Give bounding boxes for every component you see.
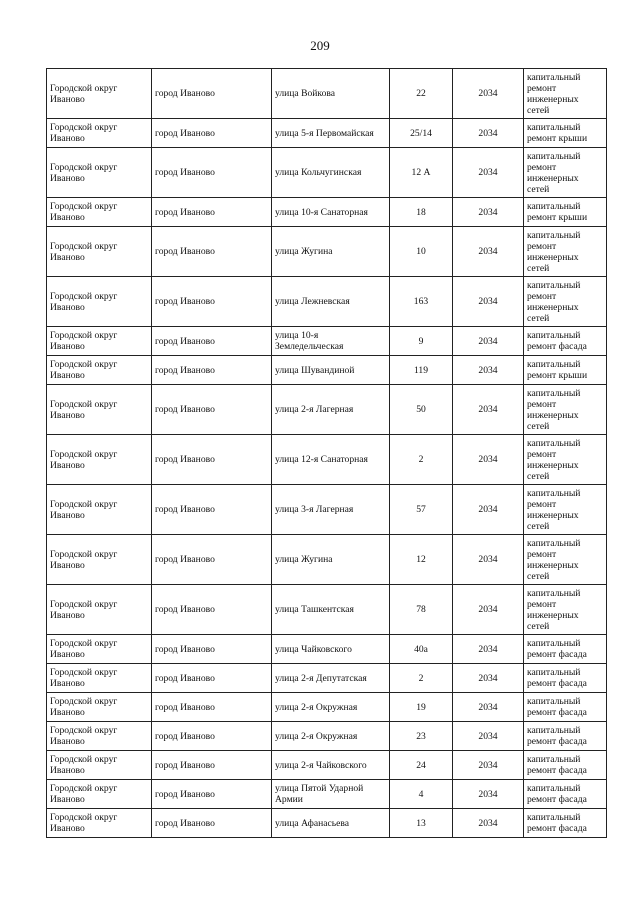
house-number-cell: 12 <box>390 535 453 585</box>
house-number-cell: 24 <box>390 751 453 780</box>
house-number-cell: 50 <box>390 385 453 435</box>
work-type-cell: капитальный ремонт крыши <box>524 198 607 227</box>
table-row <box>47 119 607 148</box>
year-cell: 2034 <box>453 385 524 435</box>
work-type-cell: капитальный ремонт фасада <box>524 664 607 693</box>
city-cell: город Иваново <box>152 148 272 198</box>
district-cell: Городской округ Иваново <box>47 751 152 780</box>
table-row <box>47 780 607 809</box>
work-type-cell: капитальный ремонт инженерных сетей <box>524 585 607 635</box>
year-cell: 2034 <box>453 69 524 119</box>
table-row <box>47 722 607 751</box>
table-row <box>47 356 607 385</box>
work-type-cell: капитальный ремонт фасада <box>524 327 607 356</box>
district-cell: Городской округ Иваново <box>47 693 152 722</box>
house-number-cell: 18 <box>390 198 453 227</box>
district-cell: Городской округ Иваново <box>47 809 152 838</box>
work-type-cell: капитальный ремонт фасада <box>524 780 607 809</box>
street-cell: улица Чайковского <box>272 635 390 664</box>
table-body <box>47 69 607 838</box>
work-type-cell: капитальный ремонт инженерных сетей <box>524 69 607 119</box>
work-type-cell: капитальный ремонт фасада <box>524 693 607 722</box>
district-cell: Городской округ Иваново <box>47 327 152 356</box>
street-cell: улица 10-я Земледельческая <box>272 327 390 356</box>
work-type-cell: капитальный ремонт инженерных сетей <box>524 435 607 485</box>
year-cell: 2034 <box>453 664 524 693</box>
district-cell: Городской округ Иваново <box>47 119 152 148</box>
city-cell: город Иваново <box>152 693 272 722</box>
work-type-cell: капитальный ремонт инженерных сетей <box>524 277 607 327</box>
table-row <box>47 148 607 198</box>
work-type-cell: капитальный ремонт инженерных сетей <box>524 227 607 277</box>
street-cell: улица 3-я Лагерная <box>272 485 390 535</box>
city-cell: город Иваново <box>152 385 272 435</box>
year-cell: 2034 <box>453 435 524 485</box>
city-cell: город Иваново <box>152 722 272 751</box>
work-type-cell: капитальный ремонт крыши <box>524 356 607 385</box>
year-cell: 2034 <box>453 227 524 277</box>
street-cell: улица Афанасьева <box>272 809 390 838</box>
house-number-cell: 2 <box>390 664 453 693</box>
table-row <box>47 385 607 435</box>
table-row <box>47 198 607 227</box>
work-type-cell: капитальный ремонт инженерных сетей <box>524 148 607 198</box>
district-cell: Городской округ Иваново <box>47 148 152 198</box>
city-cell: город Иваново <box>152 227 272 277</box>
house-number-cell: 13 <box>390 809 453 838</box>
district-cell: Городской округ Иваново <box>47 585 152 635</box>
year-cell: 2034 <box>453 751 524 780</box>
year-cell: 2034 <box>453 780 524 809</box>
work-type-cell: капитальный ремонт фасада <box>524 751 607 780</box>
district-cell: Городской округ Иваново <box>47 485 152 535</box>
table-row <box>47 635 607 664</box>
table-row <box>47 485 607 535</box>
year-cell: 2034 <box>453 693 524 722</box>
house-number-cell: 9 <box>390 327 453 356</box>
district-cell: Городской округ Иваново <box>47 635 152 664</box>
house-number-cell: 57 <box>390 485 453 535</box>
table-row <box>47 535 607 585</box>
page-number: 209 <box>310 38 330 53</box>
city-cell: город Иваново <box>152 69 272 119</box>
house-number-cell: 163 <box>390 277 453 327</box>
street-cell: улица 2-я Окружная <box>272 722 390 751</box>
house-number-cell: 12 А <box>390 148 453 198</box>
year-cell: 2034 <box>453 585 524 635</box>
street-cell: улица Жугина <box>272 227 390 277</box>
year-cell: 2034 <box>453 722 524 751</box>
house-number-cell: 10 <box>390 227 453 277</box>
house-number-cell: 25/14 <box>390 119 453 148</box>
street-cell: улица 2-я Окружная <box>272 693 390 722</box>
street-cell: улица 10-я Санаторная <box>272 198 390 227</box>
district-cell: Городской округ Иваново <box>47 277 152 327</box>
work-type-cell: капитальный ремонт фасада <box>524 635 607 664</box>
house-number-cell: 22 <box>390 69 453 119</box>
city-cell: город Иваново <box>152 435 272 485</box>
district-cell: Городской округ Иваново <box>47 227 152 277</box>
work-type-cell: капитальный ремонт инженерных сетей <box>524 535 607 585</box>
table-row <box>47 69 607 119</box>
house-number-cell: 19 <box>390 693 453 722</box>
repair-schedule-table <box>46 68 607 838</box>
city-cell: город Иваново <box>152 485 272 535</box>
year-cell: 2034 <box>453 356 524 385</box>
year-cell: 2034 <box>453 198 524 227</box>
district-cell: Городской округ Иваново <box>47 198 152 227</box>
year-cell: 2034 <box>453 148 524 198</box>
city-cell: город Иваново <box>152 198 272 227</box>
district-cell: Городской округ Иваново <box>47 385 152 435</box>
table-row <box>47 809 607 838</box>
house-number-cell: 4 <box>390 780 453 809</box>
year-cell: 2034 <box>453 535 524 585</box>
house-number-cell: 40а <box>390 635 453 664</box>
table-row <box>47 327 607 356</box>
street-cell: улица Ташкентская <box>272 585 390 635</box>
table-row <box>47 277 607 327</box>
year-cell: 2034 <box>453 119 524 148</box>
street-cell: улица 2-я Чайковского <box>272 751 390 780</box>
district-cell: Городской округ Иваново <box>47 664 152 693</box>
city-cell: город Иваново <box>152 780 272 809</box>
work-type-cell: капитальный ремонт инженерных сетей <box>524 485 607 535</box>
work-type-cell: капитальный ремонт фасада <box>524 809 607 838</box>
table-row <box>47 693 607 722</box>
street-cell: улица 12-я Санаторная <box>272 435 390 485</box>
street-cell: улица 2-я Депутатская <box>272 664 390 693</box>
year-cell: 2034 <box>453 327 524 356</box>
street-cell: улица Шувандиной <box>272 356 390 385</box>
house-number-cell: 2 <box>390 435 453 485</box>
district-cell: Городской округ Иваново <box>47 722 152 751</box>
street-cell: улица Кольчугинская <box>272 148 390 198</box>
district-cell: Городской округ Иваново <box>47 780 152 809</box>
city-cell: город Иваново <box>152 585 272 635</box>
table-row <box>47 435 607 485</box>
city-cell: город Иваново <box>152 535 272 585</box>
district-cell: Городской округ Иваново <box>47 69 152 119</box>
street-cell: улица Жугина <box>272 535 390 585</box>
district-cell: Городской округ Иваново <box>47 435 152 485</box>
street-cell: улица 5-я Первомайская <box>272 119 390 148</box>
table-row <box>47 664 607 693</box>
city-cell: город Иваново <box>152 751 272 780</box>
year-cell: 2034 <box>453 635 524 664</box>
district-cell: Городской округ Иваново <box>47 356 152 385</box>
city-cell: город Иваново <box>152 635 272 664</box>
city-cell: город Иваново <box>152 327 272 356</box>
city-cell: город Иваново <box>152 119 272 148</box>
work-type-cell: капитальный ремонт фасада <box>524 722 607 751</box>
street-cell: улица Лежневская <box>272 277 390 327</box>
year-cell: 2034 <box>453 809 524 838</box>
house-number-cell: 119 <box>390 356 453 385</box>
city-cell: город Иваново <box>152 664 272 693</box>
district-cell: Городской округ Иваново <box>47 535 152 585</box>
street-cell: улица Войкова <box>272 69 390 119</box>
year-cell: 2034 <box>453 277 524 327</box>
table-row <box>47 227 607 277</box>
street-cell: улица 2-я Лагерная <box>272 385 390 435</box>
city-cell: город Иваново <box>152 356 272 385</box>
work-type-cell: капитальный ремонт крыши <box>524 119 607 148</box>
year-cell: 2034 <box>453 485 524 535</box>
table-row <box>47 585 607 635</box>
table-row <box>47 751 607 780</box>
city-cell: город Иваново <box>152 277 272 327</box>
city-cell: город Иваново <box>152 809 272 838</box>
house-number-cell: 23 <box>390 722 453 751</box>
house-number-cell: 78 <box>390 585 453 635</box>
work-type-cell: капитальный ремонт инженерных сетей <box>524 385 607 435</box>
street-cell: улица Пятой Ударной Армии <box>272 780 390 809</box>
